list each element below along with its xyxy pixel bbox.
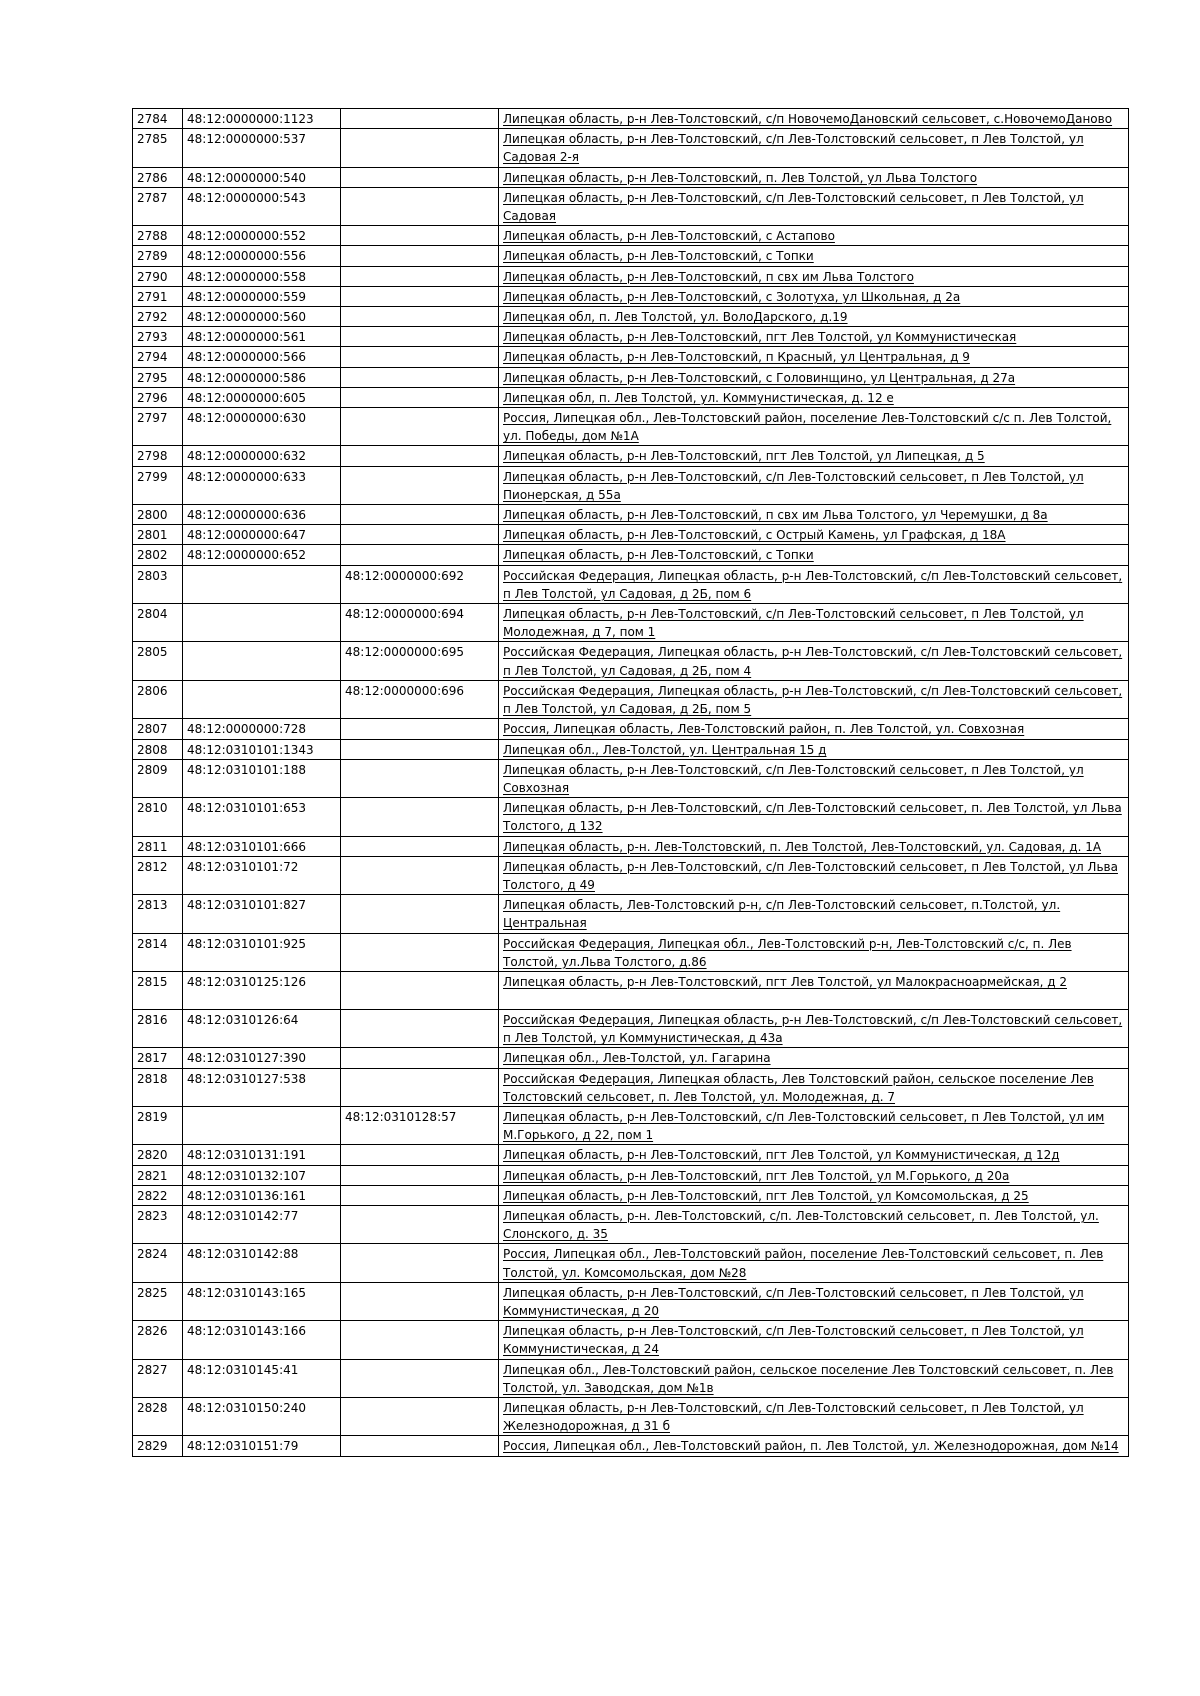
cadastral-number-secondary-cell (341, 187, 499, 225)
row-number-cell: 2800 (133, 505, 183, 525)
table-row (133, 1205, 1129, 1243)
table-row (133, 246, 1129, 266)
row-number-cell: 2818 (133, 1068, 183, 1106)
row-number-cell: 2826 (133, 1321, 183, 1359)
cadastral-number-cell (183, 642, 341, 680)
row-number-cell: 2824 (133, 1244, 183, 1282)
address-cell: Российская Федерация, Липецкая область, р-н Лев-Толстовский, с/п Лев-Толстовский сельсовет, п Лев Толстой, ул Садовая, д 2Б, пом 4 (499, 642, 1129, 680)
cadastral-number-cell: 48:12:0310101:827 (183, 895, 341, 933)
cadastral-number-secondary-cell (341, 408, 499, 446)
cadastral-number-cell: 48:12:0310101:188 (183, 759, 341, 797)
row-number-cell: 2804 (133, 604, 183, 642)
table-row (133, 1048, 1129, 1068)
row-number-cell: 2807 (133, 719, 183, 739)
row-number-cell: 2820 (133, 1145, 183, 1165)
table-row (133, 525, 1129, 545)
cadastral-number-secondary-cell (341, 286, 499, 306)
cadastral-number-cell: 48:12:0000000:561 (183, 327, 341, 347)
row-number-cell: 2810 (133, 798, 183, 836)
address-cell: Российская Федерация, Липецкая область, Лев Толстовский район, сельское поселение Лев Толстовский сельсовет, п. Лев Толстой, ул. Молодежная, д. 7 (499, 1068, 1129, 1106)
cadastral-number-secondary-cell (341, 1185, 499, 1205)
cadastral-number-secondary-cell (341, 1321, 499, 1359)
address-cell: Липецкая область, р-н. Лев-Толстовский, с/п. Лев-Толстовский сельсовет, п. Лев Толстой, ул. Слонского, д. 35 (499, 1205, 1129, 1243)
cadastral-number-cell: 48:12:0310142:77 (183, 1205, 341, 1243)
row-number-cell: 2791 (133, 286, 183, 306)
row-number-cell: 2806 (133, 680, 183, 718)
row-number-cell: 2784 (133, 109, 183, 129)
address-cell: Липецкая область, р-н Лев-Толстовский, с/п Лев-Толстовский сельсовет, п Лев Толстой, ул Садовая 2-я (499, 129, 1129, 167)
cadastral-number-cell: 48:12:0310150:240 (183, 1398, 341, 1436)
table-row (133, 1321, 1129, 1359)
address-cell: Липецкая область, р-н Лев-Толстовский, пгт Лев Толстой, ул Комсомольская, д 25 (499, 1185, 1129, 1205)
cadastral-number-secondary-cell (341, 1436, 499, 1456)
cadastral-number-cell: 48:12:0000000:636 (183, 505, 341, 525)
cadastral-number-cell (183, 680, 341, 718)
row-number-cell: 2812 (133, 856, 183, 894)
cadastral-number-secondary-cell: 48:12:0000000:694 (341, 604, 499, 642)
cadastral-number-secondary-cell (341, 1205, 499, 1243)
row-number-cell: 2801 (133, 525, 183, 545)
row-number-cell: 2825 (133, 1282, 183, 1320)
row-number-cell: 2794 (133, 347, 183, 367)
cadastral-number-secondary-cell (341, 505, 499, 525)
cadastral-number-secondary-cell (341, 856, 499, 894)
cadastral-number-cell: 48:12:0000000:559 (183, 286, 341, 306)
cadastral-number-cell: 48:12:0000000:632 (183, 446, 341, 466)
row-number-cell: 2808 (133, 739, 183, 759)
address-cell: Липецкая область, р-н Лев-Толстовский, с/п Лев-Толстовский сельсовет, п. Лев Толстой, ул Льва Толстого, д 132 (499, 798, 1129, 836)
row-number-cell: 2814 (133, 933, 183, 971)
cadastral-number-secondary-cell (341, 1282, 499, 1320)
table-row (133, 327, 1129, 347)
row-number-cell: 2809 (133, 759, 183, 797)
cadastral-number-secondary-cell (341, 798, 499, 836)
row-number-cell: 2802 (133, 545, 183, 565)
row-number-cell: 2823 (133, 1205, 183, 1243)
cadastral-number-secondary-cell: 48:12:0310128:57 (341, 1106, 499, 1144)
table-row (133, 466, 1129, 504)
cadastral-number-cell: 48:12:0000000:552 (183, 226, 341, 246)
row-number-cell: 2788 (133, 226, 183, 246)
cadastral-number-cell: 48:12:0000000:560 (183, 307, 341, 327)
row-number-cell: 2816 (133, 1009, 183, 1047)
table-row (133, 1436, 1129, 1456)
cadastral-number-cell: 48:12:0000000:647 (183, 525, 341, 545)
cadastral-number-secondary-cell (341, 327, 499, 347)
address-cell: Липецкая область, р-н Лев-Толстовский, с/п Лев-Толстовский сельсовет, п Лев Толстой, ул Коммунистическая, д 24 (499, 1321, 1129, 1359)
row-number-cell: 2817 (133, 1048, 183, 1068)
table-row (133, 1359, 1129, 1397)
address-cell: Липецкая обл, п. Лев Толстой, ул. ВолоДарского, д.19 (499, 307, 1129, 327)
cadastral-number-cell: 48:12:0310151:79 (183, 1436, 341, 1456)
cadastral-number-secondary-cell (341, 1145, 499, 1165)
row-number-cell: 2793 (133, 327, 183, 347)
table-row (133, 387, 1129, 407)
table-row (133, 1185, 1129, 1205)
cadastral-number-secondary-cell: 48:12:0000000:696 (341, 680, 499, 718)
cadastral-number-secondary-cell (341, 525, 499, 545)
cadastral-number-cell (183, 565, 341, 603)
table-row (133, 1145, 1129, 1165)
cadastral-number-secondary-cell (341, 1048, 499, 1068)
address-cell: Липецкая область, р-н Лев-Толстовский, с Золотуха, ул Школьная, д 2а (499, 286, 1129, 306)
cadastral-number-cell: 48:12:0310127:538 (183, 1068, 341, 1106)
row-number-cell: 2828 (133, 1398, 183, 1436)
address-cell: Липецкая область, р-н Лев-Толстовский, с Острый Камень, ул Графская, д 18А (499, 525, 1129, 545)
row-number-cell: 2813 (133, 895, 183, 933)
cadastral-number-secondary-cell (341, 759, 499, 797)
address-cell: Липецкая область, р-н Лев-Толстовский, пгт Лев Толстой, ул Малокрасноармейская, д 2 (499, 971, 1129, 1009)
address-cell: Липецкая область, р-н Лев-Толстовский, с Топки (499, 545, 1129, 565)
cadastral-number-secondary-cell (341, 545, 499, 565)
row-number-cell: 2799 (133, 466, 183, 504)
address-cell: Липецкая область, р-н Лев-Толстовский, с/п Лев-Толстовский сельсовет, п Лев Толстой, ул Пионерская, д 55а (499, 466, 1129, 504)
table-row (133, 604, 1129, 642)
row-number-cell: 2785 (133, 129, 183, 167)
table-row (133, 286, 1129, 306)
cadastral-number-secondary-cell (341, 719, 499, 739)
cadastral-number-secondary-cell (341, 739, 499, 759)
cadastral-number-secondary-cell (341, 367, 499, 387)
table-row (133, 836, 1129, 856)
cadastral-number-cell: 48:12:0000000:566 (183, 347, 341, 367)
cadastral-number-secondary-cell (341, 109, 499, 129)
cadastral-number-secondary-cell: 48:12:0000000:695 (341, 642, 499, 680)
row-number-cell: 2795 (133, 367, 183, 387)
cadastral-number-secondary-cell: 48:12:0000000:692 (341, 565, 499, 603)
table-row (133, 895, 1129, 933)
cadastral-number-secondary-cell (341, 167, 499, 187)
row-number-cell: 2815 (133, 971, 183, 1009)
cadastral-number-secondary-cell (341, 129, 499, 167)
cadastral-number-cell: 48:12:0000000:605 (183, 387, 341, 407)
cadastral-number-secondary-cell (341, 226, 499, 246)
address-cell: Российская Федерация, Липецкая обл., Лев-Толстовский р-н, Лев-Толстовский с/с, п. Лев Толстой, ул.Льва Толстого, д.86 (499, 933, 1129, 971)
table-row (133, 1106, 1129, 1144)
table-row (133, 1165, 1129, 1185)
address-cell: Липецкая область, р-н Лев-Толстовский, с/п Лев-Толстовский сельсовет, п Лев Толстой, ул Садовая (499, 187, 1129, 225)
address-cell: Липецкая область, р-н Лев-Толстовский, п свх им Льва Толстого (499, 266, 1129, 286)
cadastral-number-cell: 48:12:0310125:126 (183, 971, 341, 1009)
address-cell: Липецкая область, р-н Лев-Толстовский, с/п НовочемоДановский сельсовет, с.НовочемоДаново (499, 109, 1129, 129)
cadastral-number-secondary-cell (341, 246, 499, 266)
address-cell: Россия, Липецкая обл., Лев-Толстовский район, п. Лев Толстой, ул. Железнодорожная, дом №14 (499, 1436, 1129, 1456)
table-row (133, 226, 1129, 246)
cadastral-number-secondary-cell (341, 387, 499, 407)
cadastral-number-secondary-cell (341, 1068, 499, 1106)
table-row (133, 798, 1129, 836)
row-number-cell: 2789 (133, 246, 183, 266)
table-row (133, 856, 1129, 894)
table-row (133, 933, 1129, 971)
row-number-cell: 2819 (133, 1106, 183, 1144)
address-cell: Липецкая область, р-н. Лев-Толстовский, п. Лев Толстой, Лев-Толстовский, ул. Садовая, д. 1А (499, 836, 1129, 856)
cadastral-number-cell: 48:12:0000000:543 (183, 187, 341, 225)
table-row (133, 367, 1129, 387)
address-cell: Липецкая область, р-н Лев-Толстовский, с Топки (499, 246, 1129, 266)
table-row (133, 1282, 1129, 1320)
cadastral-number-cell: 48:12:0000000:652 (183, 545, 341, 565)
cadastral-number-secondary-cell (341, 466, 499, 504)
table-row (133, 446, 1129, 466)
cadastral-number-cell: 48:12:0310126:64 (183, 1009, 341, 1047)
cadastral-number-cell: 48:12:0310131:191 (183, 1145, 341, 1165)
cadastral-number-secondary-cell (341, 933, 499, 971)
cadastral-number-cell: 48:12:0310127:390 (183, 1048, 341, 1068)
row-number-cell: 2796 (133, 387, 183, 407)
cadastral-number-cell: 48:12:0310143:166 (183, 1321, 341, 1359)
row-number-cell: 2798 (133, 446, 183, 466)
cadastral-number-cell: 48:12:0000000:537 (183, 129, 341, 167)
table-row (133, 1398, 1129, 1436)
cadastral-number-secondary-cell (341, 446, 499, 466)
cadastral-number-secondary-cell (341, 1244, 499, 1282)
table-row (133, 109, 1129, 129)
table-row (133, 759, 1129, 797)
table-row (133, 1068, 1129, 1106)
cadastral-number-cell: 48:12:0310101:72 (183, 856, 341, 894)
cadastral-number-cell: 48:12:0310143:165 (183, 1282, 341, 1320)
property-register-table (132, 108, 1129, 1457)
table-row (133, 187, 1129, 225)
address-cell: Липецкая область, р-н Лев-Толстовский, с/п Лев-Толстовский сельсовет, п Лев Толстой, ул Молодежная, д 7, пом 1 (499, 604, 1129, 642)
table-row (133, 545, 1129, 565)
row-number-cell: 2811 (133, 836, 183, 856)
cadastral-number-cell: 48:12:0310142:88 (183, 1244, 341, 1282)
cadastral-number-cell: 48:12:0310101:666 (183, 836, 341, 856)
table-row (133, 347, 1129, 367)
table-row (133, 505, 1129, 525)
cadastral-number-cell (183, 604, 341, 642)
address-cell: Липецкая область, р-н Лев-Толстовский, с/п Лев-Толстовский сельсовет, п Лев Толстой, ул Коммунистическая, д 20 (499, 1282, 1129, 1320)
address-cell: Российская Федерация, Липецкая область, р-н Лев-Толстовский, с/п Лев-Толстовский сельсовет, п Лев Толстой, ул Садовая, д 2Б, пом 6 (499, 565, 1129, 603)
address-cell: Липецкая обл., Лев-Толстовский район, сельское поселение Лев Толстовский сельсовет, п. Лев Толстой, ул. Заводская, дом №1в (499, 1359, 1129, 1397)
cadastral-number-cell: 48:12:0000000:728 (183, 719, 341, 739)
address-cell: Липецкая область, р-н Лев-Толстовский, п свх им Льва Толстого, ул Черемушки, д 8а (499, 505, 1129, 525)
row-number-cell: 2805 (133, 642, 183, 680)
address-cell: Липецкая область, р-н Лев-Толстовский, с/п Лев-Толстовский сельсовет, п Лев Толстой, ул им М.Горького, д 22, пом 1 (499, 1106, 1129, 1144)
table-row (133, 266, 1129, 286)
address-cell: Липецкая область, р-н Лев-Толстовский, пгт Лев Толстой, ул Коммунистическая (499, 327, 1129, 347)
cadastral-number-cell: 48:12:0000000:540 (183, 167, 341, 187)
address-cell: Липецкая обл., Лев-Толстой, ул. Гагарина (499, 1048, 1129, 1068)
cadastral-number-secondary-cell (341, 1359, 499, 1397)
table-row (133, 642, 1129, 680)
address-cell: Россия, Липецкая обл., Лев-Толстовский район, поселение Лев-Толстовский с/с п. Лев Толстой, ул. Победы, дом №1А (499, 408, 1129, 446)
address-cell: Российская Федерация, Липецкая область, р-н Лев-Толстовский, с/п Лев-Толстовский сельсовет, п Лев Толстой, ул Коммунистическая, д 43а (499, 1009, 1129, 1047)
row-number-cell: 2792 (133, 307, 183, 327)
cadastral-number-cell: 48:12:0000000:1123 (183, 109, 341, 129)
cadastral-number-secondary-cell (341, 836, 499, 856)
table-row (133, 739, 1129, 759)
row-number-cell: 2821 (133, 1165, 183, 1185)
address-cell: Липецкая область, р-н Лев-Толстовский, с/п Лев-Толстовский сельсовет, п Лев Толстой, ул Совхозная (499, 759, 1129, 797)
address-cell: Липецкая область, р-н Лев-Толстовский, п Красный, ул Центральная, д 9 (499, 347, 1129, 367)
row-number-cell: 2803 (133, 565, 183, 603)
table-row (133, 1244, 1129, 1282)
address-cell: Липецкая область, р-н Лев-Толстовский, с/п Лев-Толстовский сельсовет, п Лев Толстой, ул Льва Толстого, д 49 (499, 856, 1129, 894)
address-cell: Липецкая область, Лев-Толстовский р-н, с/п Лев-Толстовский сельсовет, п.Толстой, ул. Центральная (499, 895, 1129, 933)
cadastral-number-secondary-cell (341, 971, 499, 1009)
cadastral-number-cell (183, 1106, 341, 1144)
row-number-cell: 2829 (133, 1436, 183, 1456)
table-row (133, 1009, 1129, 1047)
address-cell: Липецкая область, р-н Лев-Толстовский, с Астапово (499, 226, 1129, 246)
address-cell: Российская Федерация, Липецкая область, р-н Лев-Толстовский, с/п Лев-Толстовский сельсовет, п Лев Толстой, ул Садовая, д 2Б, пом 5 (499, 680, 1129, 718)
row-number-cell: 2827 (133, 1359, 183, 1397)
cadastral-number-secondary-cell (341, 895, 499, 933)
address-cell: Липецкая область, р-н Лев-Толстовский, пгт Лев Толстой, ул Липецкая, д 5 (499, 446, 1129, 466)
address-cell: Россия, Липецкая обл., Лев-Толстовский район, поселение Лев-Толстовский сельсовет, п. Лев Толстой, ул. Комсомольская, дом №28 (499, 1244, 1129, 1282)
cadastral-number-secondary-cell (341, 1165, 499, 1185)
cadastral-number-secondary-cell (341, 307, 499, 327)
address-cell: Липецкая область, р-н Лев-Толстовский, пгт Лев Толстой, ул М.Горького, д 20а (499, 1165, 1129, 1185)
cadastral-number-secondary-cell (341, 1398, 499, 1436)
table-row (133, 680, 1129, 718)
row-number-cell: 2787 (133, 187, 183, 225)
cadastral-number-cell: 48:12:0000000:633 (183, 466, 341, 504)
cadastral-number-secondary-cell (341, 347, 499, 367)
address-cell: Липецкая обл, п. Лев Толстой, ул. Коммунистическая, д. 12 е (499, 387, 1129, 407)
table-row (133, 408, 1129, 446)
cadastral-number-secondary-cell (341, 266, 499, 286)
row-number-cell: 2822 (133, 1185, 183, 1205)
table-row (133, 971, 1129, 1009)
cadastral-number-cell: 48:12:0000000:586 (183, 367, 341, 387)
table-row (133, 129, 1129, 167)
address-cell: Липецкая область, р-н Лев-Толстовский, с/п Лев-Толстовский сельсовет, п Лев Толстой, ул Железнодорожная, д 31 б (499, 1398, 1129, 1436)
table-row (133, 307, 1129, 327)
cadastral-number-cell: 48:12:0310136:161 (183, 1185, 341, 1205)
cadastral-number-cell: 48:12:0310145:41 (183, 1359, 341, 1397)
row-number-cell: 2797 (133, 408, 183, 446)
address-cell: Липецкая обл., Лев-Толстой, ул. Центральная 15 д (499, 739, 1129, 759)
register-table-body (133, 109, 1129, 1457)
address-cell: Липецкая область, р-н Лев-Толстовский, с Головинщино, ул Центральная, д 27а (499, 367, 1129, 387)
table-row (133, 719, 1129, 739)
cadastral-number-cell: 48:12:0000000:630 (183, 408, 341, 446)
address-cell: Липецкая область, р-н Лев-Толстовский, пгт Лев Толстой, ул Коммунистическая, д 12д (499, 1145, 1129, 1165)
cadastral-number-cell: 48:12:0310101:653 (183, 798, 341, 836)
cadastral-number-cell: 48:12:0310101:1343 (183, 739, 341, 759)
cadastral-number-cell: 48:12:0000000:558 (183, 266, 341, 286)
cadastral-number-secondary-cell (341, 1009, 499, 1047)
row-number-cell: 2786 (133, 167, 183, 187)
address-cell: Липецкая область, р-н Лев-Толстовский, п. Лев Толстой, ул Льва Толстого (499, 167, 1129, 187)
table-row (133, 167, 1129, 187)
address-cell: Россия, Липецкая область, Лев-Толстовский район, п. Лев Толстой, ул. Совхозная (499, 719, 1129, 739)
row-number-cell: 2790 (133, 266, 183, 286)
cadastral-number-cell: 48:12:0310132:107 (183, 1165, 341, 1185)
cadastral-number-cell: 48:12:0000000:556 (183, 246, 341, 266)
cadastral-number-cell: 48:12:0310101:925 (183, 933, 341, 971)
table-row (133, 565, 1129, 603)
